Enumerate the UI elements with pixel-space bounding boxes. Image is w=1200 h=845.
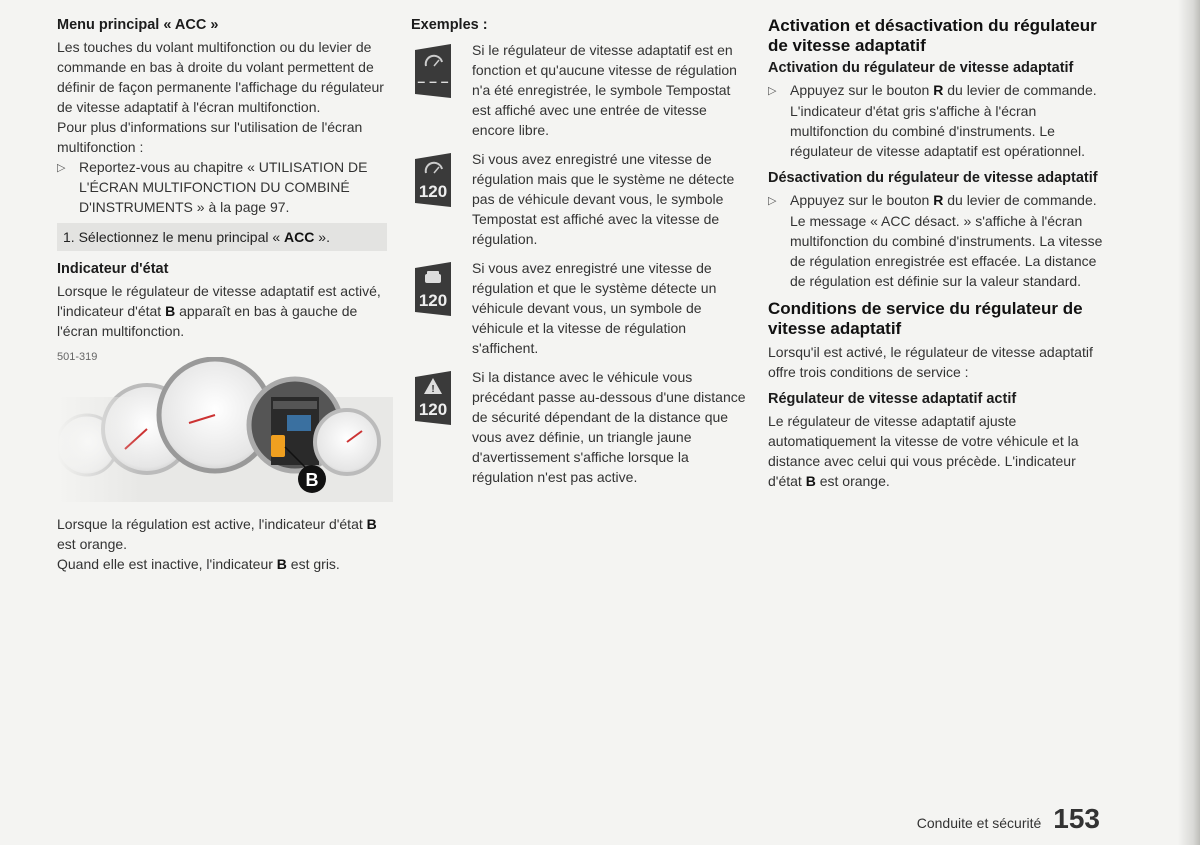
example-speed: 120 <box>418 400 448 419</box>
menu-paragraph-2: Pour plus d'informations sur l'utilisation de l'écran multifonction : <box>57 119 363 155</box>
deactivation-bullet-a: Appuyez sur le bouton <box>790 192 934 208</box>
vehicle-speed-icon <box>411 260 455 318</box>
example-item <box>411 258 747 358</box>
active-text-b: est orange. <box>57 536 128 552</box>
indicator-heading: Indicateur d'état <box>57 261 169 277</box>
menu-reference-text: Reportez-vous au chapitre « UTILISATION DE L'ÉCRAN MULTIFONCTION DU COMBINÉ D'INSTRUMENTS » à la page 97. <box>79 159 368 215</box>
activation-bullet <box>768 80 1104 101</box>
instrument-cluster-figure <box>57 357 393 502</box>
step-number: 1. <box>63 229 75 245</box>
activation-main-heading: Activation et désactivation du régulateur de vitesse adaptatif <box>768 16 1097 55</box>
example-speed: 120 <box>418 291 448 310</box>
bullet-arrow-icon: ▷ <box>768 85 777 97</box>
example-text: Si vous avez enregistré une vitesse de régulation mais que le système ne détecte pas de véhicule devant vous, le symbole Tempostat est affiché avec la vitesse de régulation. <box>472 151 735 247</box>
warning-triangle-speed-icon <box>411 369 455 427</box>
bullet-arrow-icon: ▷ <box>768 195 777 207</box>
active-paragraph <box>768 411 1104 491</box>
step-bold: ACC <box>284 229 315 245</box>
example-text: Si le régulateur de vitesse adaptatif est en fonction et qu'aucune vitesse de régulation n'a été enregistrée, le symbole Tempostat est affiché avec une entrée de vitesse encore libre. <box>472 42 737 138</box>
deactivation-bullet-text <box>790 190 1097 211</box>
deactivation-bullet-c: du levier de commande. <box>943 192 1097 208</box>
bullet-arrow-icon: ▷ <box>57 162 66 174</box>
examples-heading: Exemples : <box>411 17 488 33</box>
step-end: ». <box>314 229 330 245</box>
footer-section: Conduite et sécurité <box>916 815 1042 831</box>
page-footer <box>917 803 1100 835</box>
tempostat-speed-icon <box>411 151 455 209</box>
active-text-a: Lorsque la régulation est active, l'indicateur d'état <box>57 516 367 532</box>
active-text-a: Le régulateur de vitesse adaptatif ajuste automatiquement la vitesse de votre véhicule et la distance avec celui qui vous précède. L'indicateur d'état <box>768 413 1079 489</box>
active-b: B <box>805 473 816 489</box>
page-edge <box>1178 0 1200 845</box>
menu-heading: Menu principal « ACC » <box>57 17 219 33</box>
inactive-text-a: Quand elle est inactive, l'indicateur <box>57 556 277 572</box>
active-heading: Régulateur de vitesse adaptatif actif <box>768 391 1017 407</box>
step-1 <box>57 223 387 251</box>
inactive-b: B <box>276 556 287 572</box>
indicator-paragraph <box>57 281 393 341</box>
inactive-text-b: est gris. <box>286 556 340 572</box>
indicator-b: B <box>165 303 176 319</box>
figure-label: 501-319 <box>57 351 98 363</box>
button-r-label: R <box>933 192 944 208</box>
svg-text:– – –: – – – <box>417 73 449 89</box>
activation-bullet-a: Appuyez sur le bouton <box>790 82 934 98</box>
active-b: B <box>366 516 377 532</box>
button-r-label: R <box>933 82 944 98</box>
example-text: Si vous avez enregistré une vitesse de régulation et que le système détecte un véhicule devant vous, un symbole de véhicule et la vitesse de régulation s'affichent. <box>472 260 717 356</box>
indicator-text-a: Lorsque le régulateur de vitesse adaptatif est activé, l'indicateur d'état <box>57 283 381 319</box>
deactivation-result: Le message « ACC désact. » s'affiche à l'écran multifonction du combiné d'instruments. La vitesse de régulation enregistrée est effacée. La distance de régulation est définie sur la valeur standard. <box>790 213 1103 289</box>
page-number: 153 <box>1053 803 1100 834</box>
indicator-text-b: apparaît en bas à gauche de l'écran multifonction. <box>57 303 358 339</box>
example-text: Si la distance avec le véhicule vous précédant passe au-dessous d'une distance de sécurité dépendant de la distance que vous avez définie, un triangle jaune d'avertissement s'affiche lorsque la régulation n'est pas active. <box>472 369 746 485</box>
conditions-heading: Conditions de service du régulateur de vitesse adaptatif <box>768 299 1083 338</box>
inactive-paragraph <box>57 554 393 574</box>
column-middle <box>411 16 747 496</box>
deactivation-bullet <box>768 190 1104 211</box>
svg-text:!: ! <box>431 384 435 395</box>
deactivation-heading: Désactivation du régulateur de vitesse adaptatif <box>768 170 1098 186</box>
example-item <box>411 149 747 249</box>
menu-paragraph-1: Les touches du volant multifonction ou du levier de commande en bas à droite du volant permettent de définir de façon permanente l'affichage du régulateur de vitesse adaptatif à l'écran multifonction. <box>57 39 384 115</box>
activation-result: L'indicateur d'état gris s'affiche à l'écran multifonction du combiné d'instruments. Le régulateur de vitesse adaptatif est opérationnel. <box>790 103 1085 159</box>
example-speed: 120 <box>418 182 448 201</box>
activation-bullet-text <box>790 80 1097 101</box>
step-text: Sélectionnez le menu principal « <box>78 229 285 245</box>
active-text-b: est orange. <box>815 473 890 489</box>
conditions-paragraph: Lorsqu'il est activé, le régulateur de vitesse adaptatif offre trois conditions de service : <box>768 344 1093 380</box>
tempostat-dashes-icon <box>411 42 455 100</box>
figure-marker-b: B <box>305 470 319 490</box>
column-left <box>57 16 393 574</box>
activation-bullet-c: du levier de commande. <box>943 82 1097 98</box>
example-item <box>411 40 747 140</box>
column-right <box>768 16 1104 491</box>
menu-reference-bullet <box>57 157 393 217</box>
example-item <box>411 367 747 487</box>
activation-heading: Activation du régulateur de vitesse adaptatif <box>768 60 1074 76</box>
active-paragraph <box>57 514 393 554</box>
